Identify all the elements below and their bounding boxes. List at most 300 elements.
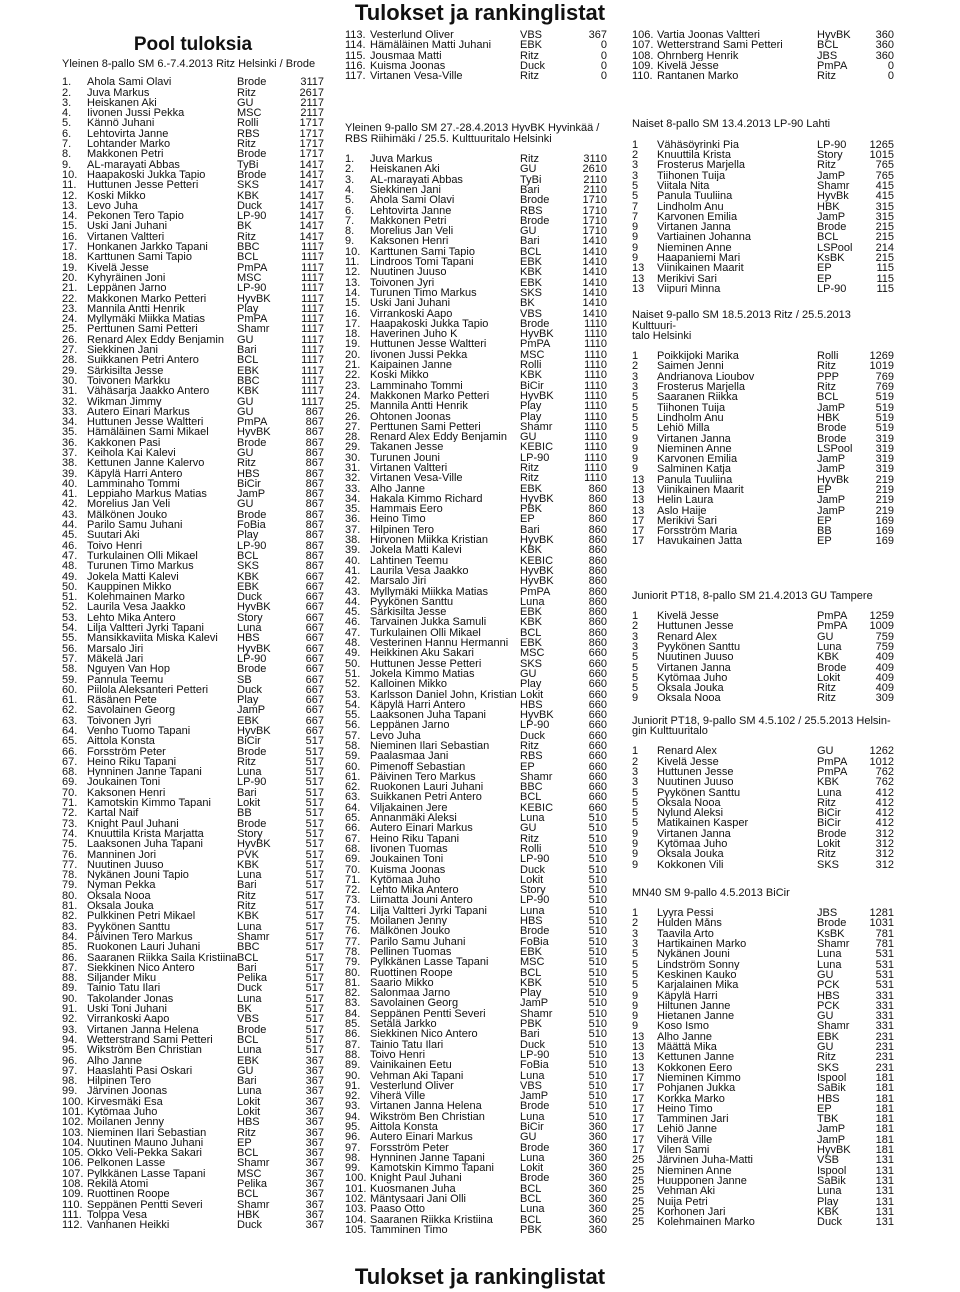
points: 115 [876,262,894,275]
points: 181 [875,1071,894,1084]
player-name: Viljakainen Jere [370,802,448,814]
club: Ritz [817,70,836,83]
points: 667 [305,570,324,583]
table-row [62,994,324,1004]
points: 660 [588,719,607,732]
player-name: Juva Markus [87,87,150,98]
table-row [345,339,607,349]
player-name: Vesterinen Hannu Hermanni [370,638,509,649]
results-list [345,30,607,81]
club: Ritz [817,1051,836,1064]
rank: 2 [632,917,639,930]
club: Story [237,611,263,624]
rank: 69. [62,776,78,789]
table-row [632,392,894,402]
table-row [62,953,324,963]
club: EBK [237,1054,260,1067]
player-name: Renard Alex [657,631,717,642]
club: Lokit [817,671,841,684]
rank: 13 [632,494,645,507]
points: 660 [588,667,607,680]
rank: 13 [632,504,645,517]
player-name: Kokkonen Eero [657,1062,733,1073]
table-row [345,1060,607,1070]
points: 667 [305,683,324,696]
points: 519 [875,422,894,435]
points: 517 [305,920,324,933]
table-row [632,243,894,253]
club: HyvBK [237,292,271,305]
rank: 14. [345,286,361,299]
club: HyvBK [520,389,554,402]
player-name: Autero Einari Markus [87,406,190,418]
player-name: Knuuttila Krista [657,150,731,161]
points: 360 [875,49,894,62]
column-1 [62,32,324,1231]
club: FoBia [520,1059,549,1072]
points: 231 [875,1041,894,1054]
player-name: Wikman Jimmy [87,396,162,407]
points: 510 [588,853,607,866]
points: 667 [305,591,324,604]
player-name: Virtanen Janna [657,222,731,233]
table-row [632,475,894,485]
club: Brode [520,925,550,938]
rank: 9 [632,231,639,244]
points: 3117 [300,76,324,89]
player-name: Koski Mikko [87,190,146,201]
player-name: Tamminen Jari [657,1114,729,1125]
table-row [62,520,324,530]
rank: 50. [345,657,361,670]
table-row [632,1001,894,1011]
table-row [632,860,894,870]
rank: 76. [62,848,78,861]
club: JamP [817,453,846,466]
points: 1265 [869,138,894,151]
rank: 60. [345,760,361,773]
points: 312 [875,838,894,850]
rank: 4. [62,107,72,120]
player-name: Wikström Ben Christian [370,1111,485,1122]
rank: 91. [62,1003,78,1016]
rank: 54. [345,698,361,711]
rank: 9 [632,999,639,1012]
table-row [632,351,894,361]
player-name: Viherä Ville [370,1091,426,1102]
club: Bari [520,183,540,196]
rank: 79. [62,879,78,892]
points: 517 [305,827,324,840]
points: 517 [305,786,324,799]
table-row [62,592,324,602]
player-name: Salonmaa Jarno [370,988,451,999]
results-list [632,908,894,1227]
rank: 13. [62,199,78,212]
rank: 9 [632,858,639,871]
player-name: Päivinen Tero Markus [87,931,193,943]
rank: 17 [632,1133,645,1146]
player-name: Heino Timo [370,514,426,525]
rank: 3 [632,927,639,940]
points: 315 [875,200,894,213]
table-row [62,1097,324,1107]
table-row [345,669,607,679]
points: 517 [305,1033,324,1046]
table-row [632,253,894,263]
player-name: Räsänen Pete [87,695,157,706]
table-row [632,829,894,839]
rank: 9 [632,432,639,445]
points: 2617 [299,86,324,99]
club: GU [237,498,254,511]
player-name: Kännö Juhani [87,118,155,129]
club: FoBia [520,935,549,948]
player-name: Frosterus Marjella [657,382,746,393]
points: 510 [588,1079,607,1092]
rank: 5 [632,817,639,830]
table-row [62,191,324,201]
table-row [345,514,607,524]
player-name: Hartikainen Marko [657,939,747,950]
rank: 44. [345,595,361,608]
points: 519 [875,401,894,414]
table-row [345,319,607,329]
club: SKS [237,179,260,192]
club: KBK [237,189,260,202]
player-name: Vehman Aki Tapani [370,1070,464,1081]
table-row [632,1124,894,1134]
player-name: Renard Alex [657,746,717,757]
rank: 94. [345,1110,361,1123]
club: Luna [520,904,545,917]
points: 360 [588,1151,607,1164]
club: Brode [237,76,267,89]
table-row [632,263,894,273]
rank: 74. [62,827,78,840]
player-name: Vehman Aki [657,1186,716,1197]
table-row [345,947,607,957]
club: GU [817,1041,834,1054]
rank: 113. [345,29,366,41]
table-row [62,294,324,304]
rank: 72. [62,807,78,820]
rank: 34. [62,416,78,429]
points: 360 [875,29,894,41]
club: GU [817,630,834,643]
points: 510 [588,1069,607,1082]
table-row [345,1215,607,1225]
points: 510 [588,863,607,876]
table-row [345,278,607,288]
player-name: Heino Timo [657,1103,713,1115]
rank: 52. [345,678,361,691]
table-row [62,510,324,520]
table-row [345,288,607,298]
player-name: Turunen Timo Markus [87,561,194,572]
club: HyvBK [520,328,554,341]
rank: 51. [345,667,361,680]
points: 1410 [582,256,607,269]
table-row [62,242,324,252]
table-row [62,469,324,479]
club: Brode [520,194,550,207]
club: PBK [520,1018,543,1031]
player-name: Leppänen Jarno [87,283,167,294]
club: Brode [817,827,847,840]
player-name: Kokkonen Vili [657,859,724,870]
table-row [345,916,607,926]
points: 517 [305,961,324,974]
rank: 39. [345,544,361,557]
player-name: Makkonen Petri [87,149,164,160]
player-name: Vähäsöyrinki Pia [657,139,739,151]
rank: 49. [62,570,78,583]
player-name: Saario Mikko [370,977,434,989]
player-name: Karttunen Sami Tapio [87,252,192,263]
points: 531 [875,958,894,971]
table-row [345,267,607,277]
player-name: Vilen Sami [657,1145,710,1156]
rank: 101. [62,1105,84,1118]
rank: 92. [345,1090,361,1103]
table-row [345,432,607,442]
player-name: Korkka Marko [657,1093,725,1104]
club: Luna [237,869,262,882]
points: 867 [305,560,324,573]
rank: 5 [632,422,639,435]
player-name: Venho Tuomo Tapani [87,726,191,737]
table-row [345,1225,607,1235]
table-row [345,607,607,617]
rank: 35. [62,426,78,439]
points: 667 [305,704,324,717]
rank: 81. [62,900,78,913]
points: 1117 [301,282,324,295]
club: Luna [817,948,842,961]
club: JamP [817,504,846,517]
rank: 99. [62,1085,78,1098]
player-name: Kivelä Jesse [87,262,149,273]
table-row [62,788,324,798]
points: 531 [875,968,894,981]
table-row [62,551,324,561]
rank: 31. [345,461,361,474]
rank: 9. [62,158,72,171]
rank: 5 [632,968,639,981]
table-row [62,407,324,417]
table-row [345,1009,607,1019]
player-name: Hynninen Janne Tapani [87,767,202,778]
player-name: Haaslahti Pasi Oskari [87,1065,193,1077]
rank: 36. [345,513,361,526]
rank: 6. [62,127,72,140]
rank: 24. [62,313,78,326]
points: 660 [588,781,607,794]
table-row [345,1081,607,1091]
points: 319 [875,442,894,455]
player-name: Vähäsarja Jaakko Antero [87,386,210,397]
player-name: Hammais Eero [370,504,443,515]
club: EBK [237,580,260,593]
player-name: Perttunen Sami Petteri [87,324,198,335]
points: 1410 [582,307,607,320]
club: LP-90 [520,719,550,732]
player-name: Nuutinen Juuso [87,859,164,871]
table-row [632,918,894,928]
table-row [62,335,324,345]
club: Duck [237,1219,263,1232]
rank: 17 [632,1113,645,1126]
points: 2110 [583,173,607,186]
points: 867 [305,508,324,521]
rank: 13 [632,473,645,486]
table-row [62,376,324,386]
player-name: Iivonen Tuomas [370,843,448,855]
player-name: Salminen Katja [657,464,731,475]
player-name: Aslo Haije [657,505,707,516]
section-title: Yleinen 8-pallo SM 6.-7.4.2013 Ritz Helsinki / Brode [62,58,316,70]
club: BCL [817,39,839,52]
player-name: Lamminaho Tommi [370,380,463,391]
table-row [345,978,607,988]
club: PCK [817,999,840,1012]
points: 860 [588,575,607,588]
player-name: Lehiö Milla [657,423,710,434]
table-row [345,1112,607,1122]
player-name: Ahola Sami Olavi [87,77,172,88]
player-name: Virtanen Vesa-Ville [370,71,463,82]
rank: 13 [632,1030,645,1043]
player-name: Nuija Petri [657,1196,708,1207]
player-name: Marsalo Jiri [370,576,427,587]
rank: 106. [632,29,654,41]
player-name: Laurila Vesa Jaakko [87,602,186,613]
points: 219 [875,504,894,517]
club: BiCir [817,817,841,830]
table-row [62,922,324,932]
rank: 67. [345,832,361,845]
table-row [345,1019,607,1029]
table-row [345,998,607,1008]
table-row [345,206,607,216]
club: EP [817,514,832,527]
rank: 106. [62,1157,84,1170]
points: 510 [588,987,607,1000]
club: HBS [520,915,543,928]
club: Play [520,678,542,691]
points: 1110 [584,359,607,372]
rank: 49. [345,647,361,660]
results-list [632,746,894,870]
club: LP-90 [520,853,550,866]
rank: 1. [62,76,72,89]
points: 0 [887,59,894,72]
points: 412 [875,807,894,820]
rank: 7. [62,138,72,151]
player-name: Nylund Aleksi [657,808,724,819]
club: HyvBK [520,534,554,547]
club: BCL [237,549,259,562]
club: HyvBk [817,473,849,486]
club: BiCir [237,735,261,748]
player-name: Hiltunen Janne [657,1000,731,1012]
points: 1117 [301,354,324,367]
points: 1110 [584,379,607,392]
points: 867 [305,549,324,562]
player-name: Lindholm Anu [657,412,724,424]
player-name: Ruokonen Lauri Juhani [87,942,201,953]
points: 1110 [584,461,607,474]
points: 510 [588,1100,607,1113]
club: Rolli [520,359,542,372]
points: 1417 [299,189,324,202]
table-row [62,654,324,664]
points: 867 [305,416,324,429]
table-row [62,1086,324,1096]
table-row [632,683,894,693]
points: 860 [588,585,607,598]
club: KBK [520,544,543,557]
section-title: RBS Riihimäki / 25.5. Kulttuuritalo Helsinki [345,132,552,145]
club: Shamr [817,179,850,192]
points: 1710 [582,204,607,217]
table-row [62,808,324,818]
rank: 8. [345,225,355,238]
points: 1110 [584,400,607,413]
table-row [632,274,894,284]
points: 517 [305,1044,324,1057]
points: 510 [588,873,607,886]
club: BB [817,525,832,538]
points: 860 [588,492,607,505]
player-name: Virrankoski Aapo [87,1014,170,1025]
table-row [632,939,894,949]
points: 660 [588,760,607,773]
table-row [62,726,324,736]
player-name: Lilja Valtteri Jyrki Tapani [370,905,487,917]
table-row [632,642,894,652]
table-row [632,464,894,474]
rank: 25 [632,1216,645,1229]
points: 1410 [582,235,607,248]
rank: 5 [632,979,639,992]
club: HBS [817,989,840,1002]
points: 667 [305,725,324,737]
club: Duck [520,729,546,742]
section-title: Naiset 9-pallo SM 18.5.2013 Ritz / 25.5.2013 Kulttuuri- [632,309,851,332]
points: 0 [600,39,607,52]
table-row [345,154,607,164]
player-name: Lohtander Marko [87,139,171,150]
rank: 88. [345,1048,361,1061]
table-row [62,850,324,860]
points: 1417 [299,230,324,243]
points: 510 [588,1110,607,1123]
club: EBK [520,606,543,619]
player-name: Oksala Nooa [657,797,721,809]
table-row [632,423,894,433]
club: HBK [237,1208,260,1221]
header-banner: Tulokset ja rankinglistat [354,0,606,25]
rank: 23. [345,379,361,392]
player-name: Toivo Henri [370,1049,426,1061]
table-row [345,556,607,566]
player-name: Merikivi Sari [657,273,717,284]
table-row [345,700,607,710]
table-row [632,808,894,818]
club: HyvBK [237,601,271,614]
